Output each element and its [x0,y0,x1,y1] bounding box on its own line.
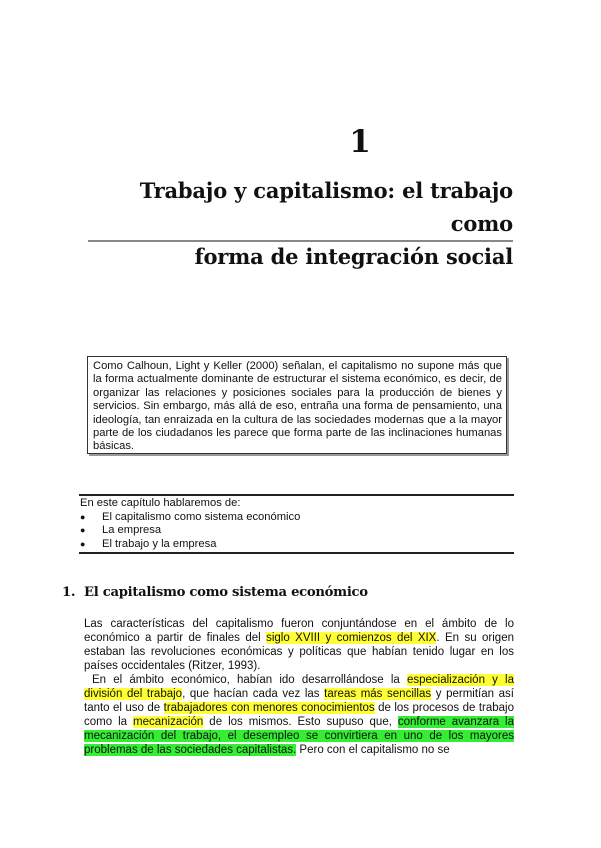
topics-top-rule [79,494,514,496]
topic-item-label: El capitalismo como sistema económico [102,511,301,523]
chapter-title-line-1: Trabajo y capitalismo: el trabajo como [139,178,513,236]
abstract-text: Como Calhoun, Light y Keller (2000) señalan, el capitalismo no supone más que la forma actualmente dominante de estructurar el sistema económico, es decir, de organizar las relaciones y posiciones sociales para la producción de bienes y servicios. Sin embargo, más allá de eso, entraña una forma de pensamiento, una ideología, tan enraizada en la cultura de las sociedades modernas que a la mayor parte de los ciudadanos les parece que forma parte de las inclinaciones humanas básicas. [93,360,502,453]
highlighted-text: tareas más sencillas [324,688,432,700]
chapter-title [83,174,513,273]
text-run: de los procesos de trabajo como la [84,702,514,728]
section-heading [62,585,368,601]
topic-item [80,511,300,524]
paragraph [84,673,514,757]
highlighted-text: trabajadores con menores conocimientos [163,702,375,714]
text-run: Las características del capitalismo fueron conjuntándose en el ámbito de lo económico a partir de finales del [84,618,514,644]
chapter-title-line-2: forma de integración social [194,244,513,269]
text-run: En el ámbito económico, habían ido desarrollándose la [92,674,407,686]
chapter-number: 1 [349,124,371,160]
text-run: y permitían así tanto el uso de [84,688,514,714]
topic-item-label: El trabajo y la empresa [102,537,217,550]
section-number: 1. [62,585,76,600]
text-run: , que hacían cada vez las [182,688,325,700]
bullet-icon: ● [80,512,86,522]
section-title: El capitalismo como sistema económico [84,585,368,600]
bullet-icon: ● [80,538,86,549]
text-run: Pero con el capitalismo no se [296,744,450,756]
topic-item [80,538,300,551]
text-run: de los mismos. Esto supuso que, [203,716,398,728]
text-run: . En su origen estaban las revoluciones económicas y políticas que habían tenido lugar en los países occidentales (Ritzer, 1993). [84,632,514,672]
topic-item [80,524,300,537]
topics-bottom-rule [79,552,514,554]
bullet-icon: ● [80,525,86,536]
highlighted-text: especialización y la división del trabajo [84,674,514,700]
body-text [84,617,514,757]
paragraph [84,617,514,673]
topic-item-label: La empresa [102,524,162,537]
title-divider [88,240,513,242]
abstract-box [87,356,507,454]
topics-list [80,511,300,551]
highlighted-text: mecanización [133,716,204,728]
highlighted-text-green: conforme avanzara la mecanización del trabajo, el desempleo se convirtiera en uno de los mayores problemas de las sociedades capitalistas. [84,716,515,756]
highlighted-text: siglo XVIII y comienzos del XIX [266,632,437,644]
topics-intro: En este capítulo hablaremos de: [80,497,241,509]
